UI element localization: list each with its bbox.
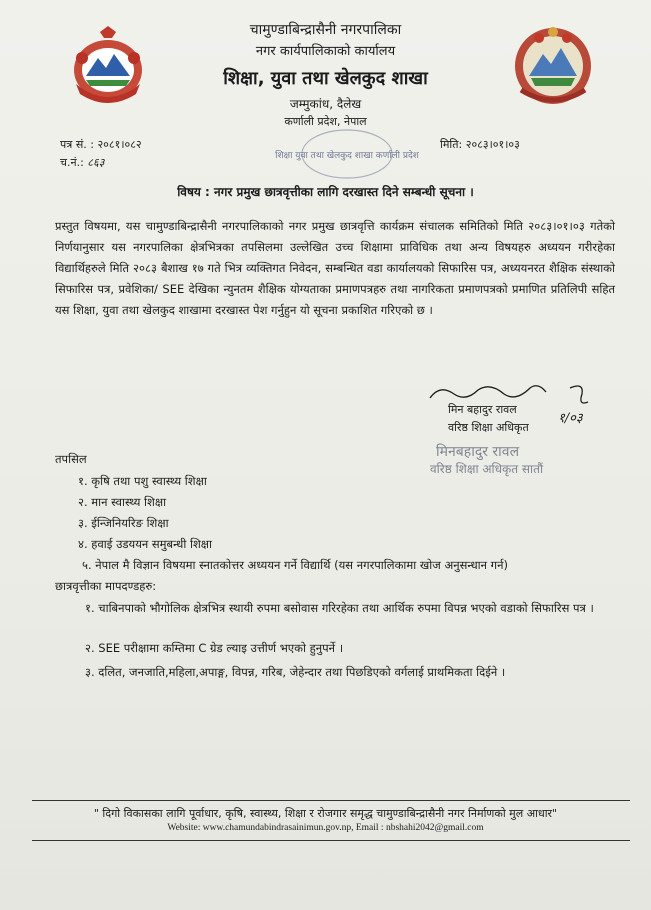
list-item: १. कृषि तथा पशु स्वास्थ्य शिक्षा <box>78 474 207 488</box>
address-line: जम्मुकांध, दैलेख <box>289 97 362 111</box>
list-item: ३. ईन्जिनियरिङ शिक्षा <box>78 516 169 530</box>
signatory-title: वरिष्ठ शिक्षा अधिकृत <box>448 421 529 434</box>
name-stamp: मिनबहादुर रावल <box>436 444 520 460</box>
footer-slogan: " दिगो विकासका लागि पूर्वाधार, कृषि, स्वास्थ्य, शिक्षा र रोजगार समृद्ध चामुण्डाबिन्द्रासैनी नगर निर्माणको मुल आधार" <box>93 807 558 820</box>
signature-block <box>420 380 620 485</box>
criteria-item: १. चाबिनपाको भौगोलिक क्षेत्रभित्र स्थायी रुपमा बसोवास गरिरहेका तथा आर्थिक रुपमा विपन्न भएको वडाको सिफारिस पत्र । <box>85 601 594 615</box>
list-item-5: ५. नेपाल मै विज्ञान विषयमा स्नातकोत्तर अध्ययन गर्ने विद्यार्थि (यस नगरपालिकामा खोज अनुसन्धान गर्न) <box>82 558 509 572</box>
criteria-item: ३. दलित, जनजाति,महिला,अपाङ्ग, विपन्न, गरिब, जेहेन्दार तथा पिछडिएको वर्गलाई प्राथमिकता दिईने । <box>85 665 506 679</box>
office-name: नगर कार्यपालिकाको कार्यालय <box>255 44 396 59</box>
footer-divider-top <box>32 800 630 801</box>
criteria-item: २. SEE परीक्षामा कम्तिमा C ग्रेड ल्याइ उत्तीर्ण भएको हुनुपर्ने । <box>85 641 344 655</box>
footer-contact: Website: www.chamundabindrasainimun.gov.np, Email : nbshahi2042@gmail.com <box>167 823 484 833</box>
dispatch-label: च.नं.: <box>60 156 88 169</box>
office-stamp <box>275 126 419 182</box>
list-item: २. मान स्वास्थ्य शिक्षा <box>78 495 167 509</box>
list-item: ४. हवाई उडययन समुबन्धी शिक्षा <box>78 537 213 551</box>
stamp-text: शिक्षा युवा तथा खेलकुद शाखा कर्णाली प्रदेश <box>275 151 419 161</box>
criteria-heading: छात्रवृत्तीका मापदण्डहरु: <box>55 579 157 593</box>
date-field: मिति: २०८३।०१।०३ <box>440 138 520 151</box>
section-name: शिक्षा, युवा तथा खेलकुद शाखा <box>223 68 428 89</box>
municipality-name: चामुण्डाबिन्द्रासैनी नगरपालिका <box>249 22 402 38</box>
dispatch-handwritten: ८६३ <box>87 156 105 169</box>
notice-body: प्रस्तुत विषयमा, यस चामुण्डाबिन्द्रासैनी नगरपालिकाको नगर प्रमुख छात्रवृत्ति कार्यक्रम संचालक समितिको मिति २०८३।०१।०३ गतेको निर्णयानुसार यस नगरपालिका क्षेत्रभित्रका तपसिलमा उल्लेखित उच्च शिक्षामा प्राविधिक तथा अन्य विषयहरु अध्ययन गरीरहेका विद्यार्थिहरुले मिति २०८३ बैशाख १७ गते भित्र व्यक्तिगत निवेदन, सम्बन्धित वडा कार्यालयको सिफारिस पत्र, अध्ययनरत शैक्षिक संस्थाको सिफारिस पत्र, प्रवेशिका/ SEE देखिका न्युनतम शैक्षिक योग्यताका प्रमाणपत्रहरु तथा नागरिकता प्रमाणपत्रको प्रमाणित प्रतिलिपी सहित यस शिक्षा, युवा तथा खेलकुद शाखामा दरखास्त पेश गर्नुहुन यो सूचना प्रकाशित गरिएको छ । <box>55 219 615 317</box>
dispatch-number <box>60 155 104 170</box>
handwritten-date: १/०३ <box>558 411 583 426</box>
letter-number: पत्र सं. : २०८१।०८२ <box>60 138 142 151</box>
tapasil-heading: तपसिल <box>55 452 87 466</box>
signatory-name: मिन बहादुर रावल <box>448 403 517 416</box>
footer-divider-bottom <box>32 840 630 841</box>
province-line: कर्णाली प्रदेश, नेपाल <box>284 115 367 128</box>
notice-subject: विषय : नगर प्रमुख छात्रवृत्तीका लागि दरखास्त दिने सम्बन्धी सूचना । <box>177 185 474 199</box>
title-stamp: वरिष्ठ शिक्षा अधिकृत सातौं <box>430 462 544 476</box>
